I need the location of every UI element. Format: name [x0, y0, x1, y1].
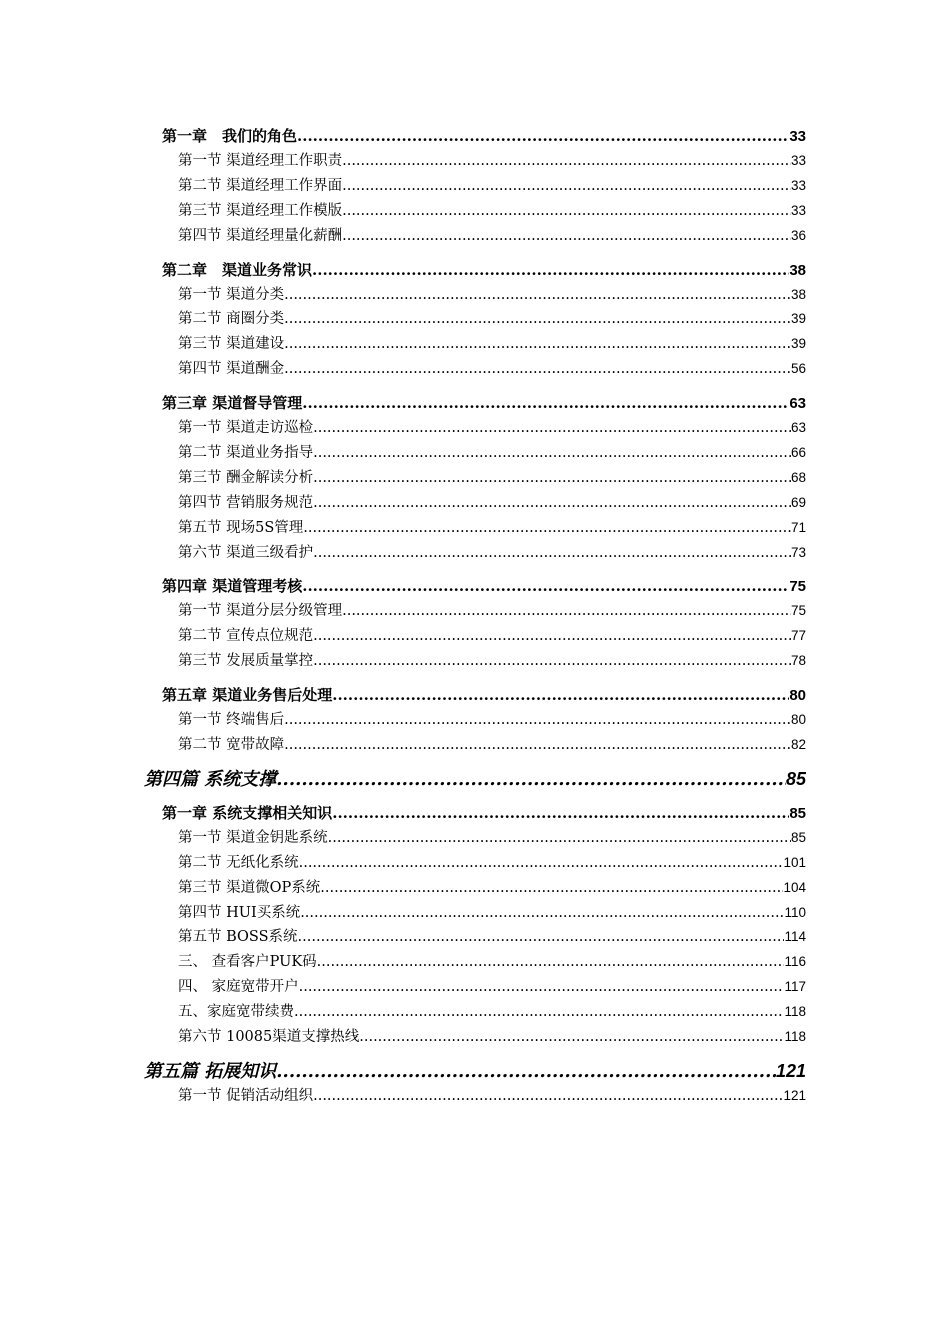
toc-entry-page-number: 110 [784, 904, 806, 920]
toc-entry-title: 第三节 渠道微OP系统 [178, 879, 321, 896]
toc-entry-section[interactable] [144, 307, 806, 332]
toc-entry-title: 第二节 宽带故障 [178, 737, 285, 754]
toc-entry-page-number: 114 [784, 929, 806, 945]
toc-entry-section[interactable] [144, 283, 806, 308]
dot-leader [299, 851, 784, 876]
toc-entry-page-number: 121 [775, 1060, 806, 1081]
toc-entry-title: 第一节 渠道经理工作职责 [178, 153, 343, 169]
toc-entry-section[interactable] [144, 1025, 806, 1050]
dot-leader [313, 541, 791, 566]
dot-leader [294, 1000, 784, 1025]
toc-entry-section[interactable] [144, 826, 806, 851]
toc-entry-page-number: 33 [790, 202, 806, 218]
toc-entry-section[interactable] [144, 516, 806, 541]
toc-entry-title: 第四篇 系统支撑 [144, 768, 277, 790]
toc-entry-title: 四、 家庭宽带开户 [178, 979, 299, 996]
dot-leader [342, 174, 791, 199]
toc-entry-section[interactable] [144, 491, 806, 516]
toc-entry-section[interactable] [144, 541, 806, 566]
toc-entry-section[interactable] [144, 1000, 806, 1025]
toc-entry-page-number: 33 [790, 177, 806, 193]
dot-leader [284, 708, 791, 733]
toc-entry-page-number: 117 [784, 979, 806, 995]
toc-entry-title: 第三节 酬金解读分析 [178, 469, 314, 486]
toc-entry-page-number: 39 [790, 311, 806, 327]
dot-leader [300, 901, 784, 926]
toc-entry-page-number: 101 [783, 854, 806, 870]
toc-entry-title: 第三节 渠道建设 [178, 336, 285, 353]
dot-leader [284, 332, 791, 357]
toc-entry-chapter[interactable] [144, 574, 806, 599]
dot-leader [342, 224, 791, 249]
toc-entry-page-number: 75 [789, 578, 806, 596]
toc-entry-section[interactable] [144, 851, 806, 876]
toc-entry-section[interactable] [144, 441, 806, 466]
dot-leader [332, 683, 789, 708]
toc-entry-page-number: 82 [790, 737, 806, 753]
dot-leader [313, 416, 791, 441]
toc-entry-chapter[interactable] [144, 391, 806, 416]
toc-entry-page-number: 33 [789, 128, 806, 145]
toc-entry-title: 第三节 发展质量掌控 [178, 653, 314, 670]
toc-entry-section[interactable] [144, 357, 806, 382]
toc-entry-title: 第一节 渠道走访巡检 [178, 420, 314, 437]
dot-leader [284, 357, 791, 382]
toc-entry-title: 第一节 渠道分层分级管理 [178, 603, 343, 620]
toc-entry-title: 第六节 10085渠道支撑热线 [178, 1029, 360, 1046]
toc-entry-section[interactable] [144, 1084, 806, 1109]
dot-leader [342, 199, 791, 224]
toc-entry-page-number: 118 [784, 1029, 806, 1045]
toc-entry-part[interactable] [144, 766, 806, 792]
toc-entry-title: 第二节 商圈分类 [178, 311, 285, 328]
toc-entry-title: 第四节 渠道酬金 [178, 361, 285, 378]
toc-entry-section[interactable] [144, 708, 806, 733]
toc-entry-title: 第四章 渠道管理考核 [162, 577, 303, 596]
toc-entry-title: 第五节 现场5S管理 [178, 519, 304, 536]
toc-entry-page-number: 77 [790, 628, 806, 644]
dot-leader [332, 801, 789, 826]
toc-entry-page-number: 38 [790, 286, 806, 302]
toc-entry-title: 第一节 终端售后 [178, 712, 285, 729]
toc-entry-part[interactable] [144, 1058, 806, 1084]
toc-entry-title: 第三节 渠道经理工作模版 [178, 202, 343, 219]
toc-entry-section[interactable] [144, 950, 806, 975]
toc-entry-title: 五、家庭宽带续费 [178, 1004, 294, 1021]
toc-entry-page-number: 85 [790, 829, 806, 845]
toc-entry-section[interactable] [144, 733, 806, 758]
toc-entry-chapter[interactable] [144, 258, 806, 283]
toc-entry-title: 第二章 渠道业务常识 [162, 260, 313, 279]
dot-leader [342, 599, 791, 624]
toc-entry-title: 第五篇 拓展知识 [144, 1060, 277, 1082]
toc-entry-section[interactable] [144, 149, 806, 174]
table-of-contents [144, 124, 806, 1109]
toc-entry-page-number: 38 [789, 261, 806, 279]
toc-entry-title: 第六节 渠道三级看护 [178, 544, 314, 561]
toc-entry-title: 第三章 渠道督导管理 [162, 394, 303, 413]
dot-leader [359, 1025, 784, 1050]
toc-entry-page-number: 116 [784, 954, 806, 970]
toc-entry-chapter[interactable] [144, 801, 806, 826]
toc-entry-page-number: 85 [785, 768, 806, 789]
toc-entry-title: 第一节 渠道金钥匙系统 [178, 829, 328, 846]
dot-leader [284, 283, 791, 308]
toc-entry-section[interactable] [144, 416, 806, 441]
toc-entry-page-number: 39 [790, 336, 806, 352]
toc-entry-page-number: 78 [790, 653, 806, 669]
toc-entry-section[interactable] [144, 599, 806, 624]
toc-entry-title: 第二节 宣传点位规范 [178, 628, 314, 645]
dot-leader [312, 258, 789, 283]
toc-entry-page-number: 56 [790, 361, 806, 377]
toc-entry-title: 第四节 营销服务规范 [178, 494, 314, 511]
toc-entry-title: 第二节 渠道业务指导 [178, 445, 314, 462]
toc-entry-page-number: 69 [790, 494, 806, 510]
toc-entry-section[interactable] [144, 876, 806, 901]
dot-leader [342, 149, 791, 174]
toc-entry-page-number: 63 [790, 420, 806, 436]
toc-entry-title: 第一章 系统支撑相关知识 [162, 803, 333, 822]
toc-entry-page-number: 73 [790, 544, 806, 560]
toc-entry-title: 第四节 渠道经理量化薪酬 [178, 227, 343, 244]
toc-entry-page-number: 68 [790, 469, 806, 485]
toc-entry-page-number: 71 [790, 519, 806, 535]
dot-leader [284, 307, 791, 332]
toc-entry-section[interactable] [144, 332, 806, 357]
toc-entry-title: 第二节 无纸化系统 [178, 854, 299, 871]
toc-entry-page-number: 80 [789, 687, 806, 705]
toc-entry-page-number: 104 [783, 879, 806, 895]
toc-entry-page-number: 118 [784, 1004, 806, 1020]
dot-leader [328, 826, 791, 851]
dot-leader [313, 624, 791, 649]
dot-leader [299, 975, 785, 1000]
toc-entry-title: 第一节 促销活动组织 [178, 1087, 314, 1104]
toc-entry-section[interactable] [144, 649, 806, 674]
toc-entry-section[interactable] [144, 901, 806, 926]
toc-entry-title: 第四节 HUI买系统 [178, 904, 301, 921]
toc-entry-section[interactable] [144, 466, 806, 491]
dot-leader [276, 1059, 776, 1084]
toc-entry-title: 第二节 渠道经理工作界面 [178, 177, 343, 194]
dot-leader [302, 391, 789, 416]
toc-entry-title: 第一章 我们的角色 [162, 127, 298, 145]
toc-entry-section[interactable] [144, 975, 806, 1000]
dot-leader [297, 124, 789, 149]
dot-leader [276, 767, 786, 792]
dot-leader [313, 491, 791, 516]
dot-leader [317, 950, 785, 975]
toc-entry-title: 三、 查看客户PUK码 [178, 954, 317, 971]
dot-leader [320, 876, 783, 901]
dot-leader [313, 1084, 783, 1109]
toc-entry-section[interactable] [144, 199, 806, 224]
toc-entry-page-number: 80 [790, 712, 806, 728]
toc-entry-section[interactable] [144, 174, 806, 199]
dot-leader [303, 516, 791, 541]
toc-entry-section[interactable] [144, 224, 806, 249]
toc-entry-page-number: 33 [790, 153, 806, 168]
toc-entry-page-number: 75 [790, 603, 806, 619]
toc-entry-chapter[interactable] [144, 683, 806, 708]
toc-entry-section[interactable] [144, 925, 806, 950]
toc-entry-title: 第五章 渠道业务售后处理 [162, 686, 333, 705]
dot-leader [313, 441, 791, 466]
dot-leader [313, 466, 791, 491]
toc-entry-page-number: 66 [790, 445, 806, 461]
dot-leader [298, 925, 785, 950]
toc-entry-title: 第五节 BOSS系统 [178, 929, 298, 946]
dot-leader [284, 733, 791, 758]
dot-leader [313, 649, 791, 674]
dot-leader [302, 574, 789, 599]
toc-entry-page-number: 85 [789, 804, 806, 822]
toc-entry-section[interactable] [144, 624, 806, 649]
toc-entry-chapter[interactable] [144, 124, 806, 149]
toc-entry-page-number: 36 [790, 227, 806, 243]
toc-entry-page-number: 63 [789, 395, 806, 413]
toc-entry-title: 第一节 渠道分类 [178, 286, 285, 303]
toc-entry-page-number: 121 [783, 1087, 806, 1103]
